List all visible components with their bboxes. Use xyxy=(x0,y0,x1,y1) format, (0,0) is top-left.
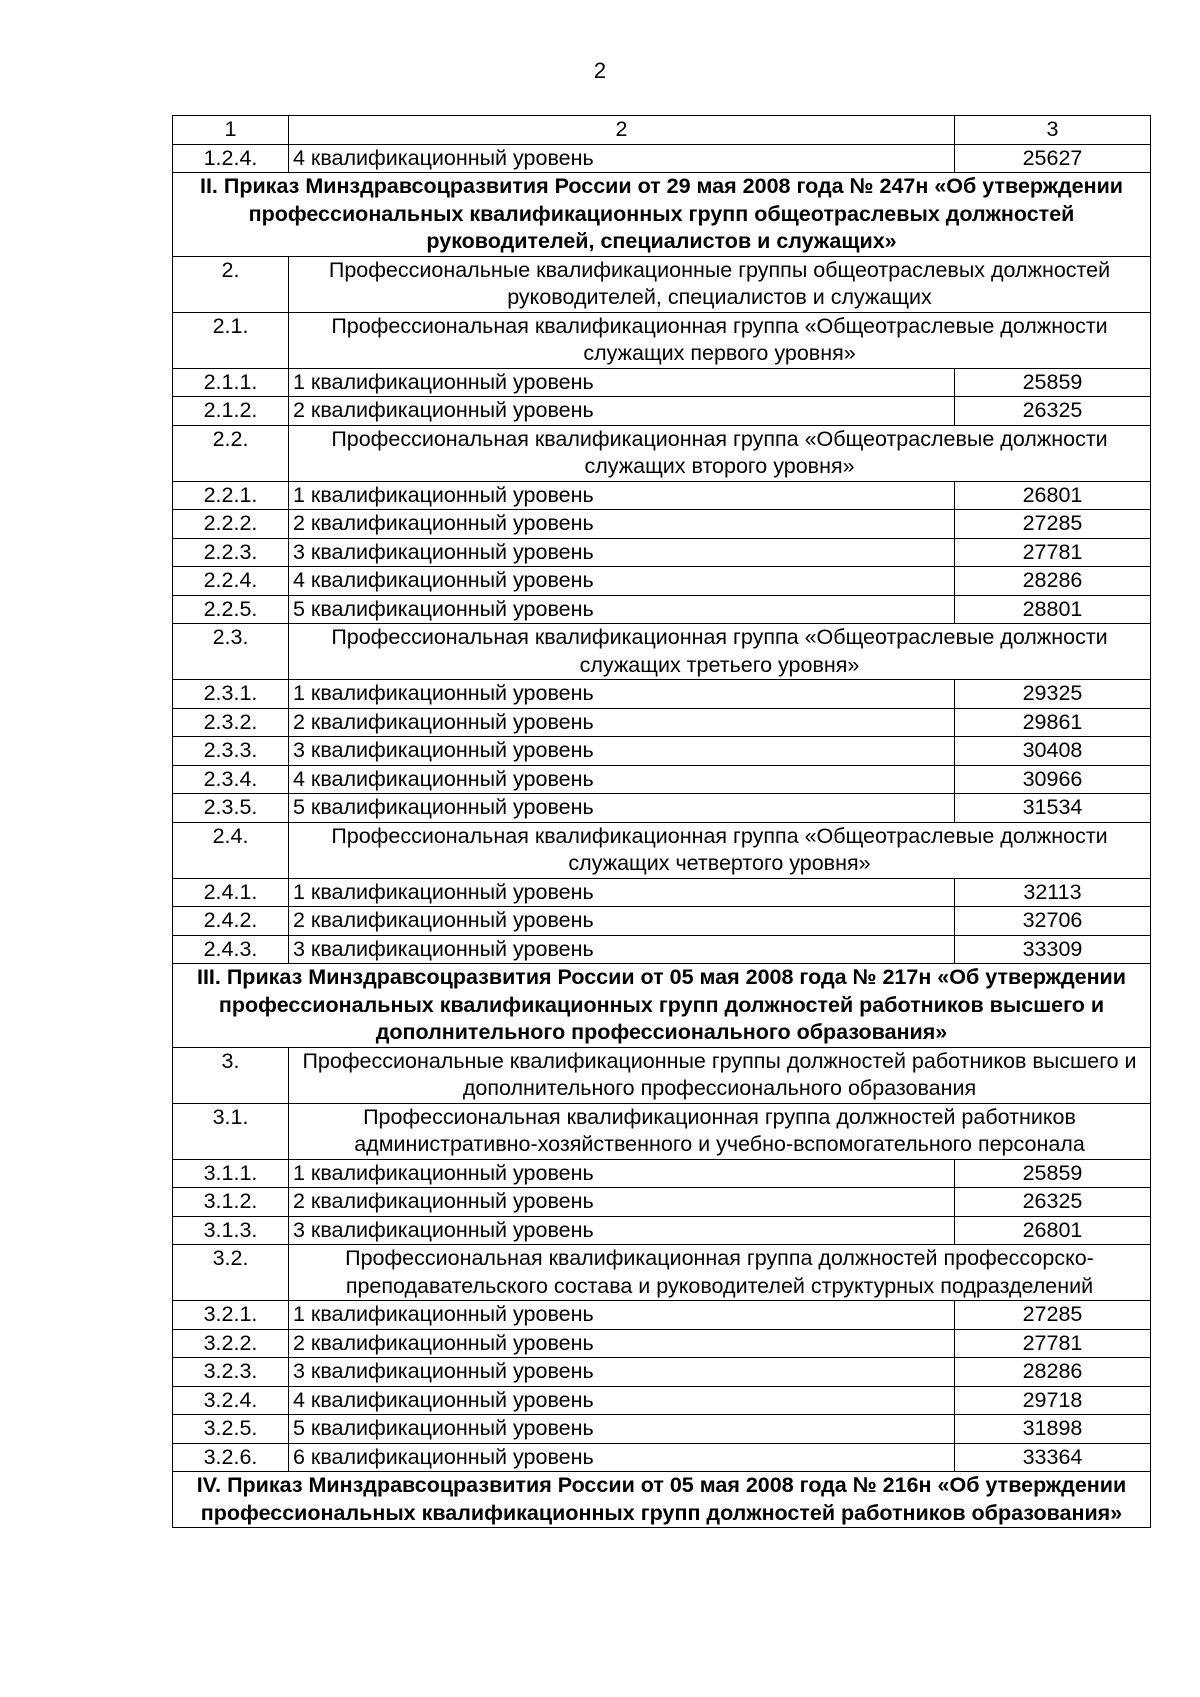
group-number: 3.2. xyxy=(173,1245,289,1301)
salary-value: 32113 xyxy=(955,878,1151,907)
level-number: 2.2.4. xyxy=(173,567,289,596)
table-row xyxy=(173,680,1151,709)
group-row xyxy=(173,822,1151,878)
group-number: 2.2. xyxy=(173,425,289,481)
salary-value: 33309 xyxy=(955,935,1151,964)
level-number: 3.2.5. xyxy=(173,1415,289,1444)
section-header-row xyxy=(173,964,1151,1048)
level-name: 4 квалификационный уровень xyxy=(289,765,955,794)
level-number: 2.2.5. xyxy=(173,595,289,624)
section-title: III. Приказ Минздравсоцразвития России от 05 мая 2008 года № 217н «Об утверждении профессиональных квалификационных групп должностей работников высшего и дополнительного профессионального образования» xyxy=(173,964,1151,1048)
level-number: 3.2.1. xyxy=(173,1301,289,1330)
level-number: 3.2.6. xyxy=(173,1443,289,1472)
salary-value: 27285 xyxy=(955,1301,1151,1330)
level-name: 1 квалификационный уровень xyxy=(289,1159,955,1188)
salary-value: 26801 xyxy=(955,1216,1151,1245)
header-cell-num: 1 xyxy=(173,116,289,145)
table-row xyxy=(173,595,1151,624)
level-number: 2.4.1. xyxy=(173,878,289,907)
group-number: 2.3. xyxy=(173,624,289,680)
salary-value: 26801 xyxy=(955,481,1151,510)
level-number: 2.3.5. xyxy=(173,794,289,823)
table-row xyxy=(173,368,1151,397)
salary-value: 32706 xyxy=(955,907,1151,936)
level-number: 2.2.2. xyxy=(173,510,289,539)
salary-value: 29718 xyxy=(955,1386,1151,1415)
level-number: 3.1.2. xyxy=(173,1188,289,1217)
group-title: Профессиональная квалификационная группа «Общеотраслевые должности служащих второго уровня» xyxy=(289,425,1151,481)
salary-value: 30966 xyxy=(955,765,1151,794)
level-name: 5 квалификационный уровень xyxy=(289,794,955,823)
group-row xyxy=(173,1245,1151,1301)
level-number: 3.2.4. xyxy=(173,1386,289,1415)
salary-value: 27285 xyxy=(955,510,1151,539)
level-name: 3 квалификационный уровень xyxy=(289,935,955,964)
group-row xyxy=(173,1103,1151,1159)
table-row xyxy=(173,935,1151,964)
level-name: 1 квалификационный уровень xyxy=(289,1301,955,1330)
table-row xyxy=(173,567,1151,596)
table-row xyxy=(173,794,1151,823)
level-name: 3 квалификационный уровень xyxy=(289,538,955,567)
level-name: 4 квалификационный уровень xyxy=(289,567,955,596)
table-row xyxy=(173,737,1151,766)
group-title: Профессиональная квалификационная группа «Общеотраслевые должности служащих третьего уровня» xyxy=(289,624,1151,680)
table-row xyxy=(173,144,1151,173)
salary-value: 33364 xyxy=(955,1443,1151,1472)
group-number: 3.1. xyxy=(173,1103,289,1159)
level-name: 3 квалификационный уровень xyxy=(289,1358,955,1387)
table-row xyxy=(173,708,1151,737)
group-title: Профессиональная квалификационная группа «Общеотраслевые должности служащих первого уровня» xyxy=(289,312,1151,368)
qualification-table xyxy=(172,115,1151,1528)
group-title: Профессиональные квалификационные группы должностей работников высшего и дополнительного профессионального образования xyxy=(289,1047,1151,1103)
table-row xyxy=(173,765,1151,794)
salary-value: 29861 xyxy=(955,708,1151,737)
level-number: 2.3.4. xyxy=(173,765,289,794)
level-number: 3.1.3. xyxy=(173,1216,289,1245)
group-row xyxy=(173,256,1151,312)
group-title: Профессиональная квалификационная группа «Общеотраслевые должности служащих четвертого уровня» xyxy=(289,822,1151,878)
table-row xyxy=(173,1358,1151,1387)
group-number: 2.1. xyxy=(173,312,289,368)
level-name: 4 квалификационный уровень xyxy=(289,1386,955,1415)
table-row xyxy=(173,1301,1151,1330)
table-header-row xyxy=(173,116,1151,145)
salary-value: 25627 xyxy=(955,144,1151,173)
level-number: 3.2.2. xyxy=(173,1329,289,1358)
salary-value: 31534 xyxy=(955,794,1151,823)
level-number: 2.2.3. xyxy=(173,538,289,567)
level-number: 1.2.4. xyxy=(173,144,289,173)
level-name: 2 квалификационный уровень xyxy=(289,1188,955,1217)
level-name: 1 квалификационный уровень xyxy=(289,680,955,709)
group-row xyxy=(173,312,1151,368)
level-name: 2 квалификационный уровень xyxy=(289,510,955,539)
table-row xyxy=(173,1216,1151,1245)
group-number: 2.4. xyxy=(173,822,289,878)
table-row xyxy=(173,907,1151,936)
table-row xyxy=(173,1159,1151,1188)
salary-value: 25859 xyxy=(955,1159,1151,1188)
salary-value: 27781 xyxy=(955,538,1151,567)
group-number: 2. xyxy=(173,256,289,312)
section-title: II. Приказ Минздравсоцразвития России от 29 мая 2008 года № 247н «Об утверждении профессиональных квалификационных групп общеотраслевых должностей руководителей, специалистов и служащих» xyxy=(173,173,1151,257)
level-number: 2.3.3. xyxy=(173,737,289,766)
section-title: IV. Приказ Минздравсоцразвития России от 05 мая 2008 года № 216н «Об утверждении профессиональных квалификационных групп должностей работников образования» xyxy=(173,1472,1151,1528)
level-number: 2.3.1. xyxy=(173,680,289,709)
salary-value: 25859 xyxy=(955,368,1151,397)
level-number: 2.1.1. xyxy=(173,368,289,397)
page-number: 2 xyxy=(593,58,607,83)
table-row xyxy=(173,1386,1151,1415)
level-number: 3.1.1. xyxy=(173,1159,289,1188)
level-name: 5 квалификационный уровень xyxy=(289,595,955,624)
table-row xyxy=(173,538,1151,567)
group-title: Профессиональная квалификационная группа должностей работников административно-хозяйственного и учебно-вспомогательного персонала xyxy=(289,1103,1151,1159)
level-name: 2 квалификационный уровень xyxy=(289,708,955,737)
salary-value: 31898 xyxy=(955,1415,1151,1444)
table-row xyxy=(173,481,1151,510)
section-header-row xyxy=(173,1472,1151,1528)
salary-value: 30408 xyxy=(955,737,1151,766)
table-row xyxy=(173,1443,1151,1472)
salary-value: 27781 xyxy=(955,1329,1151,1358)
group-title: Профессиональная квалификационная группа должностей профессорско-преподавательского состава и руководителей структурных подразделений xyxy=(289,1245,1151,1301)
salary-value: 26325 xyxy=(955,1188,1151,1217)
group-number: 3. xyxy=(173,1047,289,1103)
group-row xyxy=(173,624,1151,680)
table-body xyxy=(173,116,1151,1528)
level-number: 2.4.2. xyxy=(173,907,289,936)
table-row xyxy=(173,878,1151,907)
level-name: 2 квалификационный уровень xyxy=(289,907,955,936)
salary-value: 28801 xyxy=(955,595,1151,624)
level-name: 2 квалификационный уровень xyxy=(289,1329,955,1358)
level-name: 4 квалификационный уровень xyxy=(289,144,955,173)
level-name: 1 квалификационный уровень xyxy=(289,481,955,510)
level-number: 2.1.2. xyxy=(173,397,289,426)
level-name: 1 квалификационный уровень xyxy=(289,878,955,907)
table-row xyxy=(173,510,1151,539)
header-cell-name: 2 xyxy=(289,116,955,145)
level-number: 2.2.1. xyxy=(173,481,289,510)
group-title: Профессиональные квалификационные группы общеотраслевых должностей руководителей, специалистов и служащих xyxy=(289,256,1151,312)
level-name: 3 квалификационный уровень xyxy=(289,737,955,766)
group-row xyxy=(173,1047,1151,1103)
salary-value: 28286 xyxy=(955,1358,1151,1387)
section-header-row xyxy=(173,173,1151,257)
level-name: 6 квалификационный уровень xyxy=(289,1443,955,1472)
table-row xyxy=(173,1329,1151,1358)
salary-value: 26325 xyxy=(955,397,1151,426)
level-name: 1 квалификационный уровень xyxy=(289,368,955,397)
group-row xyxy=(173,425,1151,481)
salary-value: 28286 xyxy=(955,567,1151,596)
level-name: 5 квалификационный уровень xyxy=(289,1415,955,1444)
level-number: 2.3.2. xyxy=(173,708,289,737)
level-name: 2 квалификационный уровень xyxy=(289,397,955,426)
level-number: 3.2.3. xyxy=(173,1358,289,1387)
table-row xyxy=(173,1188,1151,1217)
header-cell-value: 3 xyxy=(955,116,1151,145)
salary-value: 29325 xyxy=(955,680,1151,709)
table-row xyxy=(173,397,1151,426)
level-name: 3 квалификационный уровень xyxy=(289,1216,955,1245)
table-row xyxy=(173,1415,1151,1444)
level-number: 2.4.3. xyxy=(173,935,289,964)
